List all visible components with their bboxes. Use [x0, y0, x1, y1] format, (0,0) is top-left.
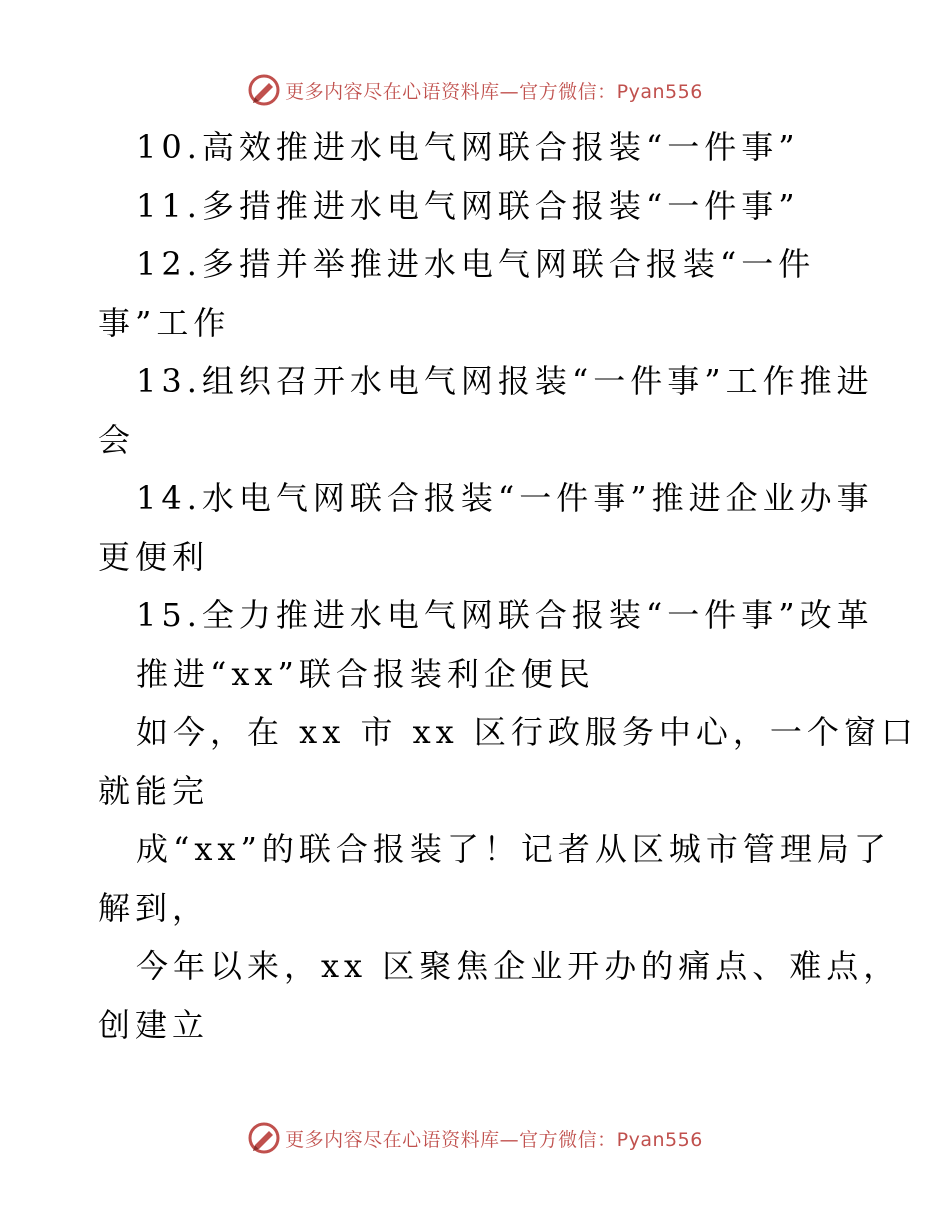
pen-logo-icon [247, 1121, 281, 1155]
text-line: 成“xx”的联合报装了！记者从区城市管理局了 [136, 830, 891, 868]
text-line: 推进“xx”联合报装利企便民 [136, 654, 595, 693]
text-line: 10.高效推进水电气网联合报装“一件事” [136, 128, 800, 166]
text-line: 今年以来，xx 区聚焦企业开办的痛点、难点， [136, 947, 901, 985]
document-body [98, 118, 918, 1054]
watermark-text: 更多内容尽在心语资料库—官方微信：Pyan556 [285, 80, 703, 103]
text-line: 13.组织召开水电气网报装“一件事”工作推进 [136, 362, 874, 400]
text-line: 事”工作 [98, 303, 231, 342]
text-line: 14.水电气网联合报装“一件事”推进企业办事 [136, 479, 874, 517]
text-line: 解到， [98, 888, 210, 927]
text-line: 会 [98, 420, 136, 459]
footer-watermark [0, 1118, 950, 1158]
header-watermark [0, 70, 950, 110]
watermark-text: 更多内容尽在心语资料库—官方微信：Pyan556 [285, 1128, 703, 1151]
text-line: 如今，在 xx 市 xx 区行政服务中心，一个窗口 [136, 713, 918, 751]
text-line: 12.多措并举推进水电气网联合报装“一件 [136, 245, 816, 283]
text-line: 15.全力推进水电气网联合报装“一件事”改革 [136, 596, 874, 634]
text-line: 更便利 [98, 537, 210, 576]
pen-logo-icon [247, 73, 281, 107]
text-line: 创建立 [98, 1005, 210, 1044]
text-line: 11.多措推进水电气网联合报装“一件事” [136, 186, 800, 225]
text-line: 就能完 [98, 771, 210, 810]
